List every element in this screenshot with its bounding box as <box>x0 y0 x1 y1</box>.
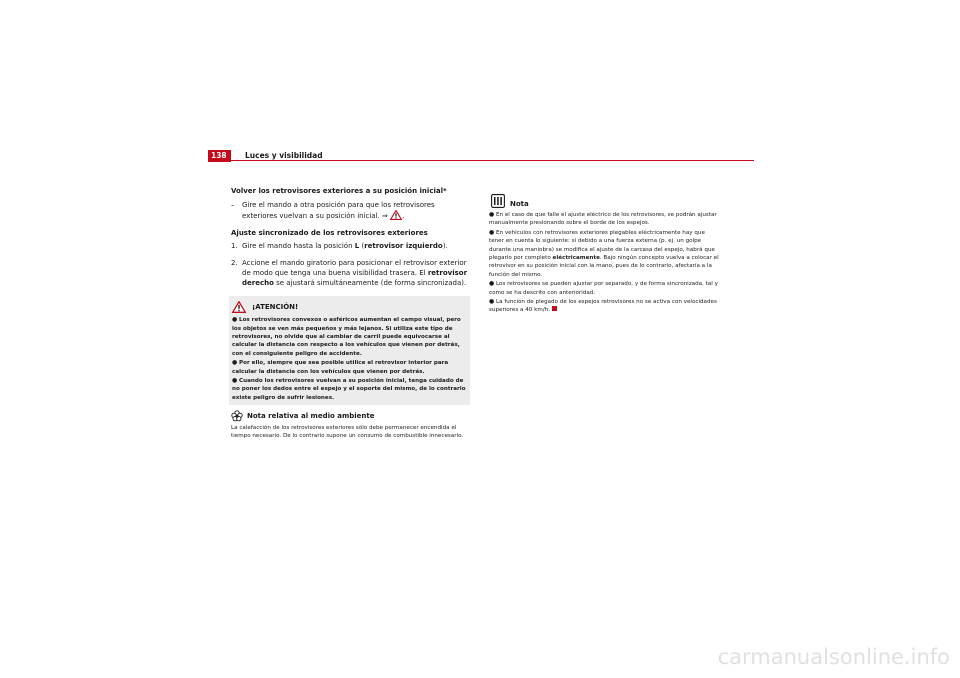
right-column <box>489 192 719 315</box>
warning-box <box>229 296 470 405</box>
warning-triangle-icon <box>232 301 246 313</box>
warning-item: ● Cuando los retrovisores vuelvan a su posición inicial, tenga cuidado de no poner los dedos entre el espejo y el soporte del mismo, de lo contrario existe peligro de sufrir lesiones. <box>232 377 466 401</box>
page-number: 138 <box>208 150 231 162</box>
note-header <box>491 192 719 208</box>
warning-item: ● Los retrovisores convexos o asféricos aumentan el campo visual, pero los objetos se ven más pequeños y más lejanos. Si utiliza este tipo de retrovisores, no olvide que al cambiar de carril puede equivocarse al calcular la distancia con respecto a los vehículos que vienen por detrás, con el consiguiente peligro de accidente. <box>232 316 461 357</box>
end-of-section-mark <box>552 306 557 311</box>
step-marker: 2. <box>231 258 238 267</box>
page-header <box>208 150 754 162</box>
note-title: Nota <box>510 200 529 208</box>
step-1 <box>231 241 471 251</box>
note-item: ● La función de plegado de los espejos retrovisores no se activa con velocidades superiores a 40 km/h. <box>489 298 717 314</box>
environment-note-title: Nota relativa al medio ambiente <box>247 412 375 421</box>
note-item: ● Los retrovisores se pueden ajustar por separado, y de forma sincronizada, tal y como se ha descrito con anterioridad. <box>489 280 718 296</box>
step-marker: 1. <box>231 242 238 251</box>
warning-title: ¡ATENCIÓN! <box>252 303 299 312</box>
note-item: ● En vehículos con retrovisores exteriores plegables eléctricamente hay que tener en cuenta lo siguiente: si debido a una fuerza externa (p. ej. un golpe durante una maniobra) se modifica el ajuste de la carcasa del espejo, habrá que plegarlo por completo eléctricamente. Bajo ningún concepto vuelva a colocar el retrovisor en su posición inicial con la mano, pues de lo contrario, afectaría a la función del mismo. <box>489 228 719 278</box>
step-marker: – <box>231 201 235 209</box>
step-text: Gire el mando hasta la posición L (retrovisor izquierdo). <box>242 242 448 251</box>
warning-item: ● Por ello, siempre que sea posible utilice el retrovisor interior para calcular la distancia con los vehículos que vienen por detrás. <box>232 359 449 375</box>
warning-header <box>232 300 467 314</box>
header-rule <box>231 160 754 161</box>
warning-triangle-icon[interactable] <box>390 210 402 220</box>
flower-icon <box>231 410 243 422</box>
chapter-title: Luces y visibilidad <box>245 151 323 160</box>
step-text: Accione el mando giratorio para posicionar el retrovisor exterior de modo que tenga una buena visibilidad trasera. El retrovisor derecho se ajustará simultáneamente (de forma sincronizada). <box>242 258 468 288</box>
environment-note-header <box>231 410 471 422</box>
step-restore <box>231 200 471 221</box>
watermark: carmanualsonline.info <box>717 645 950 669</box>
step-2 <box>231 258 471 289</box>
note-icon <box>491 194 505 208</box>
left-column <box>231 186 471 441</box>
environment-note-text: La calefacción de los retrovisores exteriores sólo debe permanecer encendida el tiempo necesario. De lo contrario supone un consumo de combustible innecesario. <box>231 425 464 440</box>
step-text: Gire el mando a otra posición para que los retrovisores exteriores vuelvan a su posición inicial. ⇒ . <box>242 201 435 221</box>
section-heading-sync: Ajuste sincronizado de los retrovisores exteriores <box>231 229 428 238</box>
section-heading-restore: Volver los retrovisores exteriores a su posición inicial* <box>231 187 447 195</box>
note-item: ● En el caso de que falle el ajuste eléctrico de los retrovisores, se podrán ajustar manualmente presionando sobre el borde de los espejos. <box>489 211 717 227</box>
